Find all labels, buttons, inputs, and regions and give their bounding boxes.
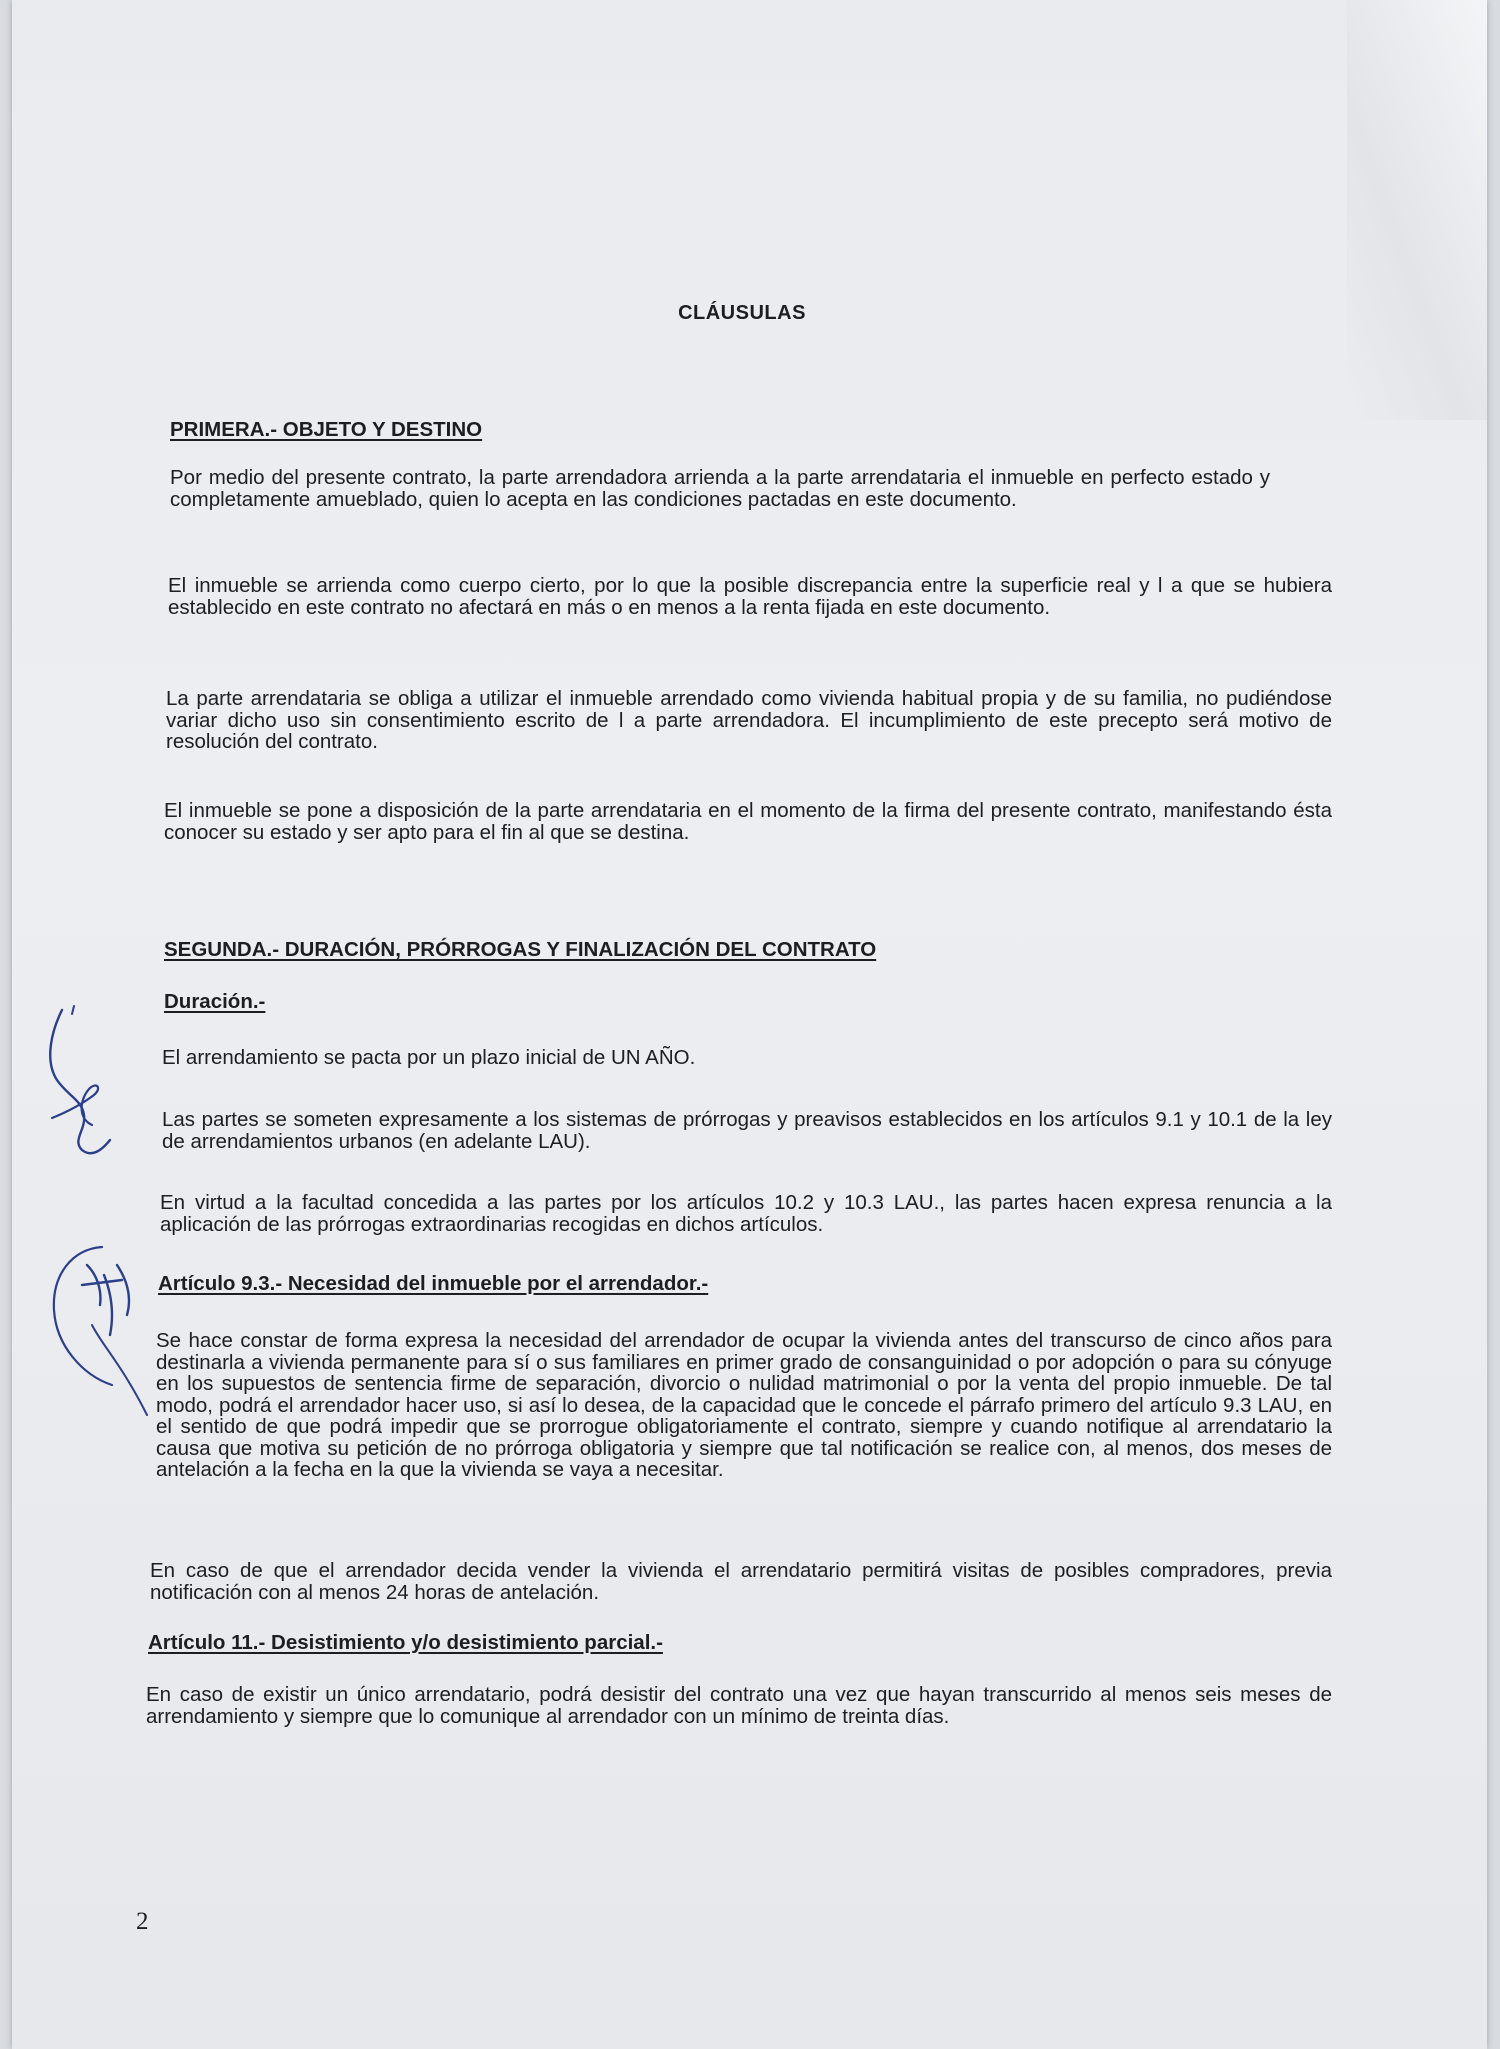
paragraph-duracion-3: En virtud a la facultad concedida a las partes por los artículos 10.2 y 10.3 LAU., las partes hacen expresa renuncia a la aplicación de las prórrogas extraordinarias recogidas en dichos artículos. [160, 1191, 1332, 1236]
paragraph-duracion-2: Las partes se someten expresamente a los sistemas de prórrogas y preavisos establecidos en los artículos 9.1 y 10.1 de la ley de arrendamientos urbanos (en adelante LAU). [162, 1108, 1332, 1153]
page-fold-shadow [1347, 0, 1487, 420]
handwritten-initials-signature [22, 1000, 132, 1170]
paragraph-primera-3: La parte arrendataria se obliga a utilizar el inmueble arrendado como vivienda habitual propia y de su familia, no pudiéndose variar dicho uso sin consentimiento escrito de l a parte arrendadora. El incumplimiento de este precepto será motivo de resolución del contrato. [166, 687, 1332, 753]
subheading-duracion: Duración.- [164, 990, 266, 1013]
paragraph-primera-2: El inmueble se arrienda como cuerpo cierto, por lo que la posible discrepancia entre la superficie real y l a que se hubiera establecido en este contrato no afectará en más o en menos a la renta fijada en este documento. [168, 574, 1332, 619]
paragraph-primera-4: El inmueble se pone a disposición de la parte arrendataria en el momento de la firma del presente contrato, manifestando ésta conocer su estado y ser apto para el fin al que se destina. [164, 799, 1332, 844]
paragraph-articulo-9-3: Se hace constar de forma expresa la necesidad del arrendador de ocupar la vivienda antes del transcurso de cinco años para destinarla a vivienda permanente para sí o sus familiares en primer grado de consanguinidad o por adopción o para su cónyuge en los supuestos de sentencia firme de separación, divorcio o nulidad matrimonial o por la venta del propio inmueble. De tal modo, podrá el arrendador hacer uso, si así lo desea, de la capacidad que le concede el párrafo primero del artículo 9.3 LAU, en el sentido de que podrá impedir que se prorrogue obligatoriamente el contrato, siempre y cuando notifique al arrendatario la causa que motiva su petición de no prórroga obligatoria y siempre que tal notificación se realice con, al menos, dos meses de antelación a la fecha en la que la vivienda se vaya a necesitar. [156, 1329, 1332, 1481]
handwritten-initials-stamp [42, 1235, 162, 1425]
section-heading-primera: PRIMERA.- OBJETO Y DESTINO [170, 418, 483, 441]
subheading-articulo-11: Artículo 11.- Desistimiento y/o desistimiento parcial.- [148, 1631, 663, 1654]
section-heading-segunda: SEGUNDA.- DURACIÓN, PRÓRROGAS Y FINALIZACIÓN DEL CONTRATO [164, 938, 877, 961]
paragraph-primera-1: Por medio del presente contrato, la parte arrendadora arrienda a la parte arrendataria el inmueble en perfecto estado y completamente amueblado, quien lo acepta en las condiciones pactadas en este documento. [170, 466, 1270, 511]
document-page [12, 0, 1487, 2049]
paragraph-articulo-11: En caso de existir un único arrendatario, podrá desistir del contrato una vez que hayan transcurrido al menos seis meses de arrendamiento y siempre que lo comunique al arrendador con un mínimo de treinta días. [146, 1683, 1332, 1728]
document-title: CLÁUSULAS [678, 302, 806, 324]
subheading-articulo-9-3: Artículo 9.3.- Necesidad del inmueble por el arrendador.- [158, 1272, 709, 1295]
paragraph-duracion-1: El arrendamiento se pacta por un plazo inicial de UN AÑO. [162, 1046, 696, 1069]
paragraph-articulo-9-3-venta: En caso de que el arrendador decida vender la vivienda el arrendatario permitirá visitas de posibles compradores, previa notificación con al menos 24 horas de antelación. [150, 1559, 1332, 1604]
page-number: 2 [136, 1908, 149, 1935]
